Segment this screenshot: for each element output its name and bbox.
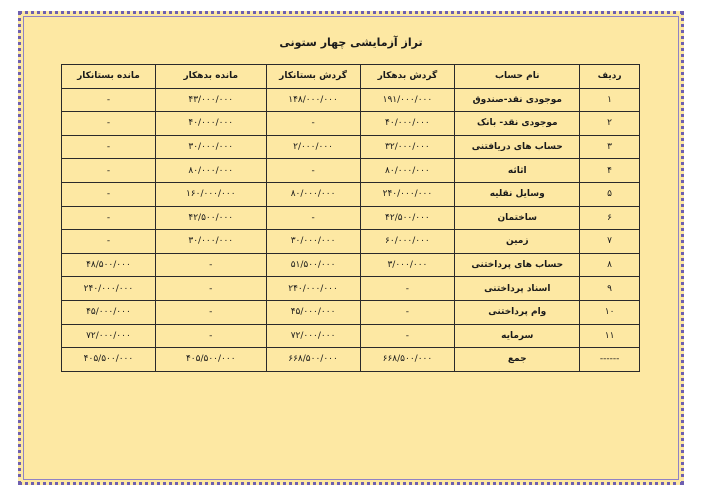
table-row: [62, 135, 640, 159]
table-row: [62, 88, 640, 112]
cell-credit-turnover: -: [266, 159, 360, 183]
table-row: [62, 159, 640, 183]
header-debit-balance: مانده بدهکار: [155, 65, 266, 89]
cell-radif: ۱۰: [580, 300, 640, 324]
cell-account-name: موجودی نقد- بانک: [455, 112, 580, 136]
cell-credit-balance: -: [62, 182, 156, 206]
cell-account-name: حساب های دریافتنی: [455, 135, 580, 159]
table-row: [62, 253, 640, 277]
cell-radif: ۱۱: [580, 324, 640, 348]
cell-credit-balance: ۷۲/۰۰۰/۰۰۰: [62, 324, 156, 348]
header-debit-turnover: گردش بدهکار: [360, 65, 455, 89]
header-account-name: نام حساب: [455, 65, 580, 89]
cell-radif: ۵: [580, 182, 640, 206]
cell-radif: ۳: [580, 135, 640, 159]
table-row: [62, 300, 640, 324]
cell-debit-turnover: ۳۲/۰۰۰/۰۰۰: [360, 135, 455, 159]
cell-account-name: زمین: [455, 230, 580, 254]
cell-total-debit-balance: ۴۰۵/۵۰۰/۰۰۰: [155, 348, 266, 372]
cell-credit-balance: ۲۴۰/۰۰۰/۰۰۰: [62, 277, 156, 301]
cell-account-name: اثاثه: [455, 159, 580, 183]
cell-account-name: وسایل نقلیه: [455, 182, 580, 206]
cell-debit-balance: ۴۳/۰۰۰/۰۰۰: [155, 88, 266, 112]
cell-radif: ------: [580, 348, 640, 372]
table-row: [62, 230, 640, 254]
cell-radif: ۸: [580, 253, 640, 277]
page-title: تراز آزمایشی چهار ستونی: [279, 36, 423, 49]
cell-debit-turnover: ۸۰/۰۰۰/۰۰۰: [360, 159, 455, 183]
cell-debit-turnover: ۲۴۰/۰۰۰/۰۰۰: [360, 182, 455, 206]
cell-credit-balance: ۴۵/۰۰۰/۰۰۰: [62, 300, 156, 324]
cell-debit-balance: -: [155, 253, 266, 277]
cell-credit-turnover: -: [266, 206, 360, 230]
table-row: [62, 277, 640, 301]
cell-credit-balance: ۴۸/۵۰۰/۰۰۰: [62, 253, 156, 277]
cell-credit-balance: -: [62, 112, 156, 136]
cell-debit-turnover: ۳/۰۰۰/۰۰۰: [360, 253, 455, 277]
cell-debit-balance: ۳۰/۰۰۰/۰۰۰: [155, 230, 266, 254]
cell-debit-turnover: -: [360, 277, 455, 301]
cell-credit-balance: -: [62, 159, 156, 183]
cell-account-name: وام پرداختنی: [455, 300, 580, 324]
cell-radif: ۱: [580, 88, 640, 112]
table-header-row: [62, 65, 640, 89]
table-row: [62, 324, 640, 348]
cell-debit-balance: ۴۰/۰۰۰/۰۰۰: [155, 112, 266, 136]
cell-credit-balance: -: [62, 88, 156, 112]
cell-credit-balance: -: [62, 135, 156, 159]
cell-credit-turnover: ۱۴۸/۰۰۰/۰۰۰: [266, 88, 360, 112]
header-radif: ردیف: [580, 65, 640, 89]
cell-account-name: حساب های پرداختنی: [455, 253, 580, 277]
worksheet-page: [18, 11, 684, 485]
cell-total-label: جمع: [455, 348, 580, 372]
cell-account-name: موجودی نقد-صندوق: [455, 88, 580, 112]
cell-radif: ۹: [580, 277, 640, 301]
cell-debit-balance: ۱۶۰/۰۰۰/۰۰۰: [155, 182, 266, 206]
cell-debit-balance: -: [155, 300, 266, 324]
table-row: [62, 182, 640, 206]
cell-debit-turnover: ۴۰/۰۰۰/۰۰۰: [360, 112, 455, 136]
table-row: [62, 206, 640, 230]
cell-total-debit-turnover: ۶۶۸/۵۰۰/۰۰۰: [360, 348, 455, 372]
cell-debit-turnover: ۶۰/۰۰۰/۰۰۰: [360, 230, 455, 254]
cell-credit-turnover: ۸۰/۰۰۰/۰۰۰: [266, 182, 360, 206]
header-credit-balance: مانده بستانکار: [62, 65, 156, 89]
cell-debit-balance: ۸۰/۰۰۰/۰۰۰: [155, 159, 266, 183]
cell-total-credit-balance: ۴۰۵/۵۰۰/۰۰۰: [62, 348, 156, 372]
cell-debit-turnover: -: [360, 324, 455, 348]
cell-account-name: سرمایه: [455, 324, 580, 348]
cell-credit-turnover: ۵۱/۵۰۰/۰۰۰: [266, 253, 360, 277]
cell-account-name: اسناد پرداختنی: [455, 277, 580, 301]
cell-total-credit-turnover: ۶۶۸/۵۰۰/۰۰۰: [266, 348, 360, 372]
cell-debit-balance: ۳۰/۰۰۰/۰۰۰: [155, 135, 266, 159]
cell-credit-turnover: ۳۰/۰۰۰/۰۰۰: [266, 230, 360, 254]
cell-credit-turnover: -: [266, 112, 360, 136]
cell-debit-balance: -: [155, 324, 266, 348]
cell-debit-turnover: -: [360, 300, 455, 324]
cell-credit-turnover: ۲/۰۰۰/۰۰۰: [266, 135, 360, 159]
trial-balance-table: [61, 64, 640, 372]
cell-account-name: ساختمان: [455, 206, 580, 230]
cell-debit-turnover: ۱۹۱/۰۰۰/۰۰۰: [360, 88, 455, 112]
cell-debit-balance: -: [155, 277, 266, 301]
cell-credit-turnover: ۴۵/۰۰۰/۰۰۰: [266, 300, 360, 324]
cell-credit-turnover: ۷۲/۰۰۰/۰۰۰: [266, 324, 360, 348]
cell-credit-balance: -: [62, 206, 156, 230]
cell-radif: ۶: [580, 206, 640, 230]
cell-credit-turnover: ۲۴۰/۰۰۰/۰۰۰: [266, 277, 360, 301]
cell-radif: ۷: [580, 230, 640, 254]
total-row: [62, 348, 640, 372]
cell-radif: ۲: [580, 112, 640, 136]
cell-debit-turnover: ۴۲/۵۰۰/۰۰۰: [360, 206, 455, 230]
cell-radif: ۴: [580, 159, 640, 183]
cell-debit-balance: ۴۲/۵۰۰/۰۰۰: [155, 206, 266, 230]
cell-credit-balance: -: [62, 230, 156, 254]
header-credit-turnover: گردش بستانکار: [266, 65, 360, 89]
table-row: [62, 112, 640, 136]
